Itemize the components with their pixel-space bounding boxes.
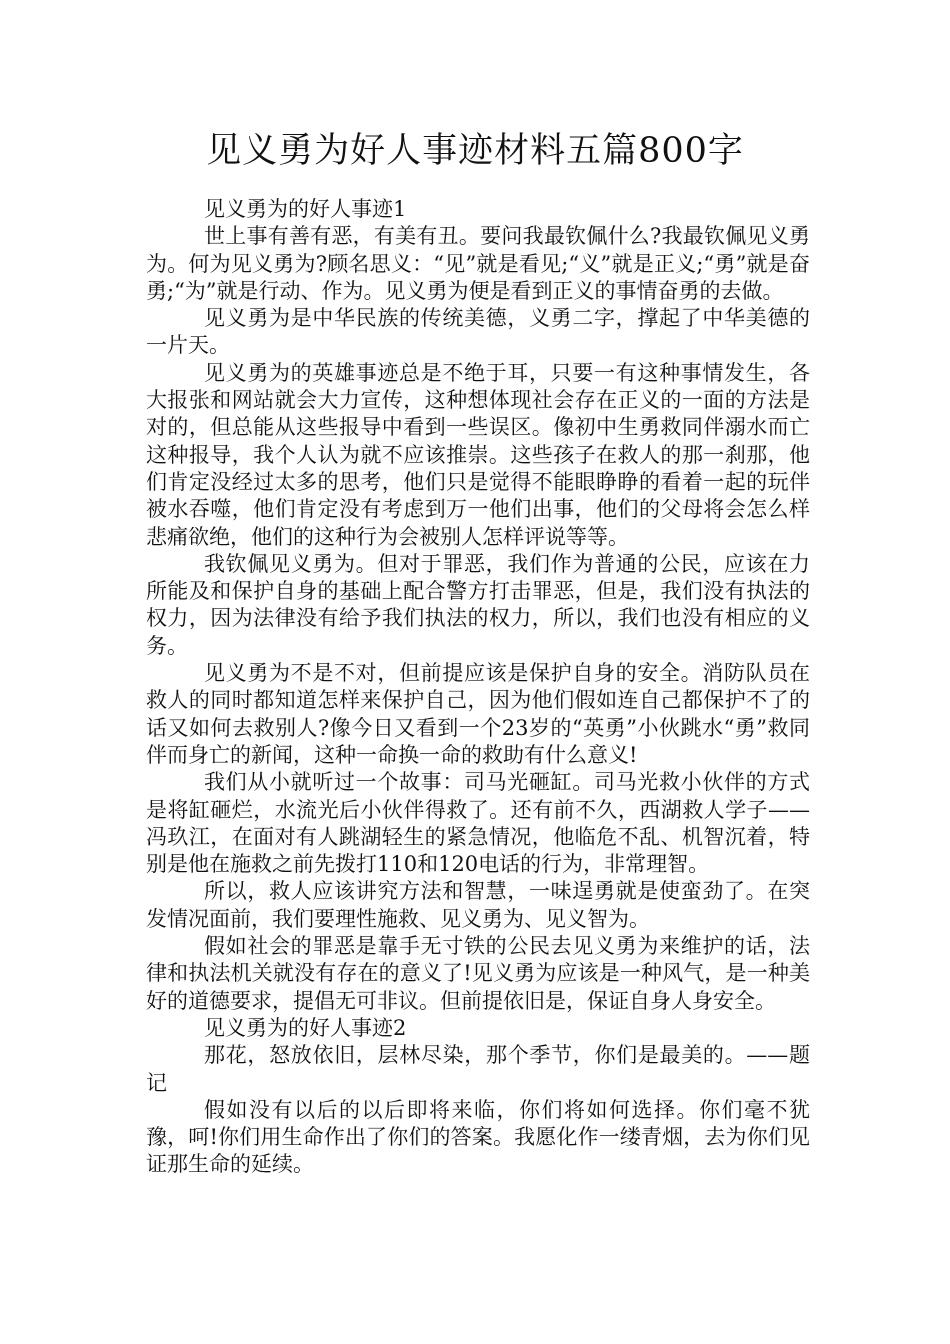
paragraph: 见义勇为是中华民族的传统美德，义勇二字，撑起了中华美德的一片天。 [146, 306, 810, 358]
paragraph: 我钦佩见义勇为。但对于罪恶，我们作为普通的公民，应该在力所能及和保护自身的基础上配合警方打击罪恶，但是，我们没有执法的权力，因为法律没有给予我们执法的权力，所以，我们也没有相应的义务。 [146, 551, 810, 658]
document-title: 见义勇为好人事迹材料五篇800字 [206, 131, 744, 171]
paragraph: 见义勇为的英雄事迹总是不绝于耳，只要一有这种事情发生，各大报张和网站就会大力宣传，这种想体现社会存在正义的一面的方法是对的，但总能从这些报导中看到一些误区。像初中生勇救同伴溺水而亡这种报导，我个人认为就不应该推崇。这些孩子在救人的那一刹那，他们肯定没经过太多的思考，他们只是觉得不能眼睁睁的看着一起的玩伴被水吞噬，他们肯定没有考虑到万一他们出事，他们的父母将会怎么样悲痛欲绝，他们的这种行为会被别人怎样评说等等。 [146, 360, 810, 549]
paragraph: 我们从小就听过一个故事：司马光砸缸。司马光救小伙伴的方式是将缸砸烂，水流光后小伙伴得救了。还有前不久，西湖救人学子——冯玖江，在面对有人跳湖轻生的紧急情况，他临危不乱、机智沉着，特别是他在施救之前先拨打110和120电话的行为，非常理智。 [146, 770, 810, 877]
paragraph: 世上事有善有恶，有美有丑。要问我最钦佩什么?我最钦佩见义勇为。何为见义勇为?顾名思义：“见”就是看见;“义”就是正义;“勇”就是奋勇;“为”就是行动、作为。见义勇为便是看到正义的事情奋勇的去做。 [146, 224, 810, 303]
paragraph: 所以，救人应该讲究方法和智慧，一味逞勇就是使蛮劲了。在突发情况面前，我们要理性施救、见义勇为、见义智为。 [146, 879, 810, 931]
section-2 [146, 1015, 810, 1179]
paragraph: 假如社会的罪恶是靠手无寸铁的公民去见义勇为来维护的话，法律和执法机关就没有存在的意义了!见义勇为应该是一种风气，是一种美好的道德要求，提倡无可非议。但前提依旧是，保证自身人身安全。 [146, 934, 810, 1013]
section-heading: 见义勇为的好人事迹1 [204, 197, 407, 221]
paragraph: 那花，怒放依旧，层林尽染，那个季节，你们是最美的。——题记 [146, 1043, 810, 1095]
section-1 [146, 196, 810, 1015]
paragraph: 见义勇为不是不对，但前提应该是保护自身的安全。消防队员在救人的同时都知道怎样来保护自己，因为他们假如连自己都保护不了的话又如何去救别人?像今日又看到一个23岁的“英勇”小伙跳水“勇”救同伴而身亡的新闻，这种一命换一命的救助有什么意义! [146, 661, 810, 767]
section-heading: 见义勇为的好人事迹2 [204, 1015, 407, 1040]
paragraph: 假如没有以后的以后即将来临，你们将如何选择。你们毫不犹豫，呵!你们用生命作出了你们的答案。我愿化作一缕青烟，去为你们见证那生命的延续。 [146, 1097, 810, 1177]
document-body [146, 196, 810, 1179]
